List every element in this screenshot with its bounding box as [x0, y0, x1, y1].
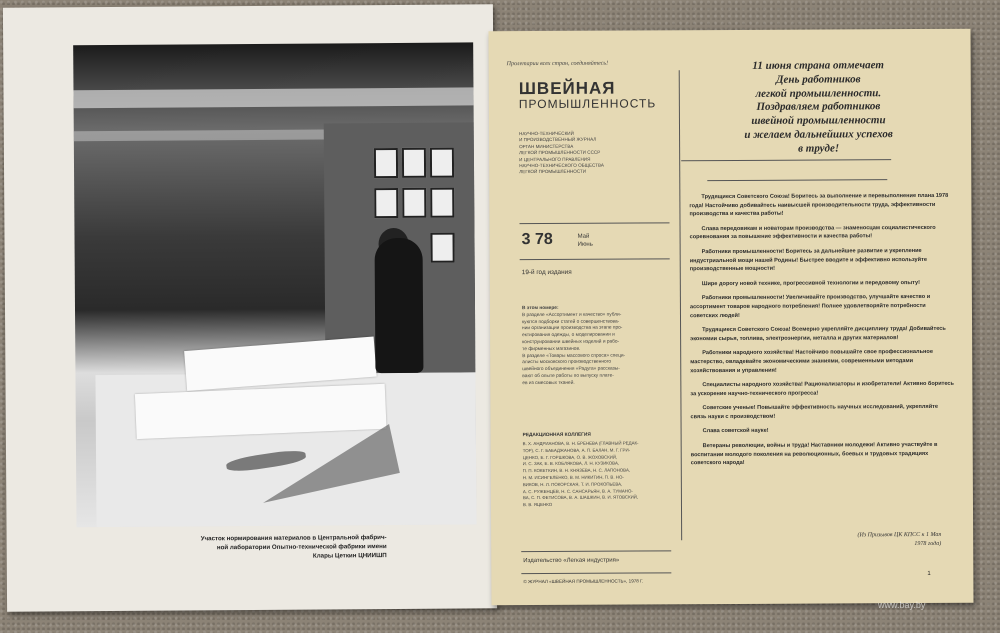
watermark: www.bay.by [878, 600, 926, 610]
photo-ceiling-beam [73, 87, 473, 108]
divider-line [521, 550, 671, 552]
editorial-line: ЦЕНКО, Е. Г. ГОРШКОВА, О. В. ЖОХОВСКИЙ, [522, 454, 618, 460]
caption-line: Клары Цеткин ЦНИИШП [312, 552, 387, 560]
appeal-paragraph: Трудящиеся Советского Союза! Боритесь за выполнение и перевыполнение плана 1978 года! Настойчиво добивайтесь наивысшей производительности труда, эффективности производства и качества работы! [689, 192, 949, 218]
photo-caption [127, 533, 387, 562]
editorial-board-heading: РЕДАКЦИОННАЯ КОЛЛЕГИЯ [522, 432, 591, 439]
editorial-line: ВИКОВ, Н. Л. ПОКОРСКАЯ, Т. И. ПРОКОПЬЕВА, [522, 481, 623, 487]
publisher-organization [519, 130, 649, 176]
contents-line: В этом номере: [521, 305, 559, 312]
greeting-line: Поздравляем работников [756, 100, 881, 114]
magazine-title: ШВЕЙНАЯ [518, 78, 616, 99]
contents-line: В разделе «Товары массового спроса» специ- [522, 353, 626, 359]
page-number: 1 [927, 570, 931, 577]
contents-line: В разделе «Ассортимент и качество» публи- [521, 312, 622, 318]
appeal-paragraph: Шире дорогу новой технике, прогрессивной технологии и передовому опыту! [701, 279, 921, 287]
editorial-line: И. С. ЗАК, Е. В. КОБЛЯКОВА, Л. Н. КУЗИКОВА, [522, 460, 620, 467]
greeting-line: швейной промышленности [751, 114, 886, 128]
editorial-line: Н. М. ИСИНГЕЛЕНКО, В. М. НИКИТИН, П. В. НО- [522, 474, 624, 481]
appeal-paragraph: Специалисты народного хозяйства! Рационализаторы и изобретатели! Активно боритесь за ускорение научно-технического прогресса! [690, 380, 954, 397]
greeting-line: легкой промышленности. [755, 86, 882, 100]
org-line: И ПРОИЗВОДСТВЕННЫЙ ЖУРНАЛ [519, 137, 597, 143]
caption-line: Участок нормирования материалов в Центральной фабрич- [200, 534, 387, 543]
copyright: © ЖУРНАЛ «ШВЕЙНАЯ ПРОМЫШЛЕННОСТЬ», 1978 Г. [523, 578, 644, 585]
contents-line: швейного объединения «Радуга» рассказы- [522, 366, 620, 373]
issue-months [578, 233, 593, 249]
contents-line: вают об опыте работы по выпуску плате- [522, 373, 614, 380]
org-line: ЛЕГКОЙ ПРОМЫШЛЕННОСТИ СССР [519, 149, 601, 156]
contents-line: куются подборки статей о совершенствова- [522, 319, 620, 325]
magazine-subtitle: ПРОМЫШЛЕННОСТЬ [518, 96, 657, 112]
photo-frame [374, 188, 398, 218]
appeal-paragraph: Слава передовикам и новаторам производства — знаменосцам социалистического соревнования за повышение эффективности и качества работы! [689, 224, 936, 241]
org-line: НАУЧНО-ТЕХНИЧЕСКОГО ОБЩЕСТВА [519, 162, 604, 169]
photo-frame [430, 233, 454, 263]
divider-line [520, 258, 670, 260]
photo-frame [402, 188, 426, 218]
photo-wall-frames [73, 42, 473, 45]
issue-contents [522, 305, 672, 387]
photo-frame [374, 148, 398, 178]
greeting-line: День работников [775, 73, 861, 86]
org-line: НАУЧНО-ТЕХНИЧЕСКИЙ [519, 130, 574, 137]
source-line: 1978 года) [914, 540, 942, 547]
editorial-line: П. П. КОКЕТКИН, В. Н. КНЯЗЕВА, Н. С. ЛАПОНОВА, [522, 467, 631, 474]
editorial-line: А. С. РУЖЕНЦЕВ, Н. С. САНСАРЬЯН, В. А. ТУМАНО- [522, 488, 633, 494]
editorial-line: ВА, С. П. ФЕТИСОВА, В. А. ШАШКИН, В. И. ЯТОВСКИЙ, [522, 494, 639, 501]
appeals-source [791, 531, 941, 549]
divider-line [681, 159, 891, 161]
editorial-line: В. В. ЯЦЕНКО [522, 502, 553, 508]
contents-line: ев из смесовых тканей. [522, 380, 575, 386]
org-line: И ЦЕНТРАЛЬНОГО ПРАВЛЕНИЯ [519, 156, 591, 162]
holiday-greeting [681, 59, 957, 157]
appeal-paragraph: Слава советской науке! [702, 428, 769, 435]
appeal-paragraph: Работники промышленности! Увеличивайте производство, улучшайте качество и ассортимент товаров народного потребления! Полнее удовлетворяйте потребности советских людей! [689, 294, 931, 319]
editorial-board [523, 440, 673, 509]
contents-line: нии организации производства на этапе про- [522, 325, 623, 332]
appeal-paragraph: Трудящиеся Советского Союза! Всемерно укрепляйте дисциплину труда! Добивайтесь экономии сырья, топлива, электроэнергии, металла и других материалов! [690, 326, 946, 342]
appeal-paragraph: Ветераны революции, войны и труда! Наставники молодежи! Активно участвуйте в воспитании молодого поколения на революционных, боевых и трудовых традициях советского народа! [690, 441, 938, 467]
divider-line [520, 222, 670, 224]
edition-year: 19-й год издания [521, 268, 572, 277]
contents-line: ектирования одежды, о моделировании и [522, 332, 615, 339]
party-appeals [689, 192, 955, 474]
contents-line: алисты московского производственного [522, 360, 612, 366]
photo-frame [402, 148, 426, 178]
issue-month: Июнь [577, 241, 593, 248]
photo-frame [430, 188, 454, 218]
issue-number: 3 78 [521, 230, 553, 249]
greeting-line: 11 июня страна отмечает [752, 59, 884, 72]
left-page [3, 4, 497, 611]
caption-line: ной лаборатории Опытно-технической фабрики имени [216, 543, 387, 552]
appeal-paragraph: Работники промышленности! Боритесь за дальнейшее развитие и укрепление индустриальной мощи нашей Родины! Быстрее вводите и эффективно используйте производственные мощности! [689, 247, 927, 273]
issue-month: Май [577, 233, 590, 240]
contents-line: конструировании швейных изделий и рабо- [522, 339, 620, 346]
appeal-paragraph: Работники народного хозяйства! Настойчиво повышайте свое профессиональное мастерство, овладевайте экономическими знаниями, современными методами хозяйствования и управления! [690, 349, 933, 374]
editorial-line: ТОР), С. Г. БАБАДЖАНОВА, А. П. БАЛАН, М. Г. ГРИ- [522, 447, 631, 453]
publisher: Издательство «Легкая индустрия» [523, 557, 620, 565]
right-page [489, 29, 974, 606]
divider-line [521, 572, 671, 574]
greeting-line: и желаем дальнейших успехов [744, 128, 893, 141]
contents-line: те фирменных магазинов. [522, 346, 581, 352]
org-line: ОРГАН МИНИСТЕРСТВА [519, 143, 574, 149]
workshop-photo [73, 42, 476, 527]
tagline: Пролетарии всех стран, соединяйтесь! [506, 60, 609, 68]
photo-frame [430, 148, 454, 178]
greeting-line: в труде! [798, 142, 840, 155]
editorial-line: В. Х. АНДРИАНОВА, В. Н. БРЕНЕВА (ГЛАВНЫЙ РЕДАК- [522, 440, 639, 447]
divider-line [707, 179, 887, 181]
source-line: (Из Призывов ЦК КПСС к 1 Мая [857, 531, 942, 539]
appeal-paragraph: Советские ученые! Повышайте эффективность научных исследований, укрепляйте связь науки с производством! [690, 404, 939, 421]
photo-worker [375, 238, 424, 373]
org-line: ЛЕГКОЙ ПРОМЫШЛЕННОСТИ [519, 169, 587, 175]
